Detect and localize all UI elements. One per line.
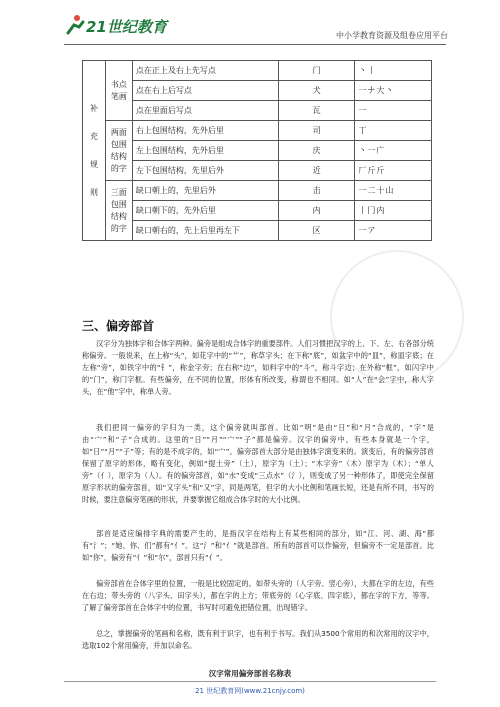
group-label: 两面包围结构的字	[105, 121, 132, 181]
paragraph-1: 汉字分为独体字和合体字两种。偏旁是组成合体字的重要部件。人们习惯把汉字的上、下、左、右各部分统称偏旁。一般说来，在上称“头”，如花字中的“艹”，称草字头；在下称“底”，如盆字中的“皿”，称皿字底；在左称“旁”，如铁字中的“钅”，称金字旁；在右称“边”，如料字中的“斗”，称斗字边；在外称“框”，如闪字中的“门”，称门字框。有些偏旁，在不同的位置，形体有所改变，称谓也不相同。如“人”在“会”字中，称人字头，在“他”字中，称单人旁。	[82, 339, 434, 396]
paragraph-3: 部首是适应编排字典的需要产生的，是指汉字在结构上有某些相同的部分，如“江、河、湖、海”都有“氵”；“她、你、们”都有“亻”。这“氵”和“亻”就是部首。所有的部首可以作偏旁，但偏旁不一定是部首。比如“你”，偏旁有“亻”和“尔”，部首只有“亻”。	[82, 529, 434, 562]
site-logo	[64, 14, 184, 38]
rule-text: 点在里面后写点	[132, 101, 278, 121]
platform-name: 中小学教育资源及组卷应用平台	[336, 31, 448, 40]
category-char: 充	[89, 131, 98, 141]
stroke-order: 一ナ大丶	[355, 81, 432, 101]
example-char: 庆	[278, 141, 355, 161]
example-char: 区	[278, 221, 355, 241]
rule-text: 左上包围结构，先外后里	[132, 141, 278, 161]
example-char: 近	[278, 161, 355, 181]
rule-text: 右上包围结构，先外后里	[132, 121, 278, 141]
stroke-order: 一	[355, 101, 432, 121]
category-char: 补	[89, 103, 98, 113]
example-char: 击	[278, 181, 355, 201]
runner-logo-icon	[64, 14, 86, 36]
rule-text: 点在右上后写点	[132, 81, 278, 101]
rule-row	[83, 101, 432, 121]
rule-text: 缺口朝右的，先上后里再左下	[132, 221, 278, 241]
section-title: 三、偏旁部首	[82, 319, 155, 333]
rule-row	[83, 121, 432, 141]
rule-text: 左下包围结构，先里后外	[132, 161, 278, 181]
footer-divider	[64, 681, 436, 682]
rule-row	[83, 81, 432, 101]
stroke-order: 丨冂内	[355, 201, 432, 221]
rule-row	[83, 161, 432, 181]
stroke-order: 一ア	[355, 221, 432, 241]
stroke-order: 一二十山	[355, 181, 432, 201]
group-label: 三面包围结构的字	[105, 181, 132, 241]
category-cell	[83, 61, 106, 241]
group-label: 书点笔画	[105, 61, 132, 121]
footer-link[interactable]: 21 世纪教育网(www.21cnjy.com)	[195, 687, 305, 695]
logo-text: 21世纪教育	[86, 18, 167, 36]
paragraph-2: 我们把同一偏旁的字归为一类，这个偏旁就叫部首。比如“明”是由“日”和“月”合成的，“字”是由“宀”和“子”合成的。这里的“日”“月”“宀”“子”都是偏旁。汉字的偏旁中，有些本身就是一个字，如“日”“月”“子”等；有的是不成字的，如“宀”。偏旁部首大部分是由独体字演变来的。演变后，有的偏旁部首保留了原字的形体，略有变化，例如“提土旁”（土），原字为（土）；“木字旁”（木）原字为（木）；“单人旁”（亻），原字为（人）。有的偏旁部首，如“水”变成“三点水”（氵），则变成了另一种形体了，即使完全保留原字形状的偏旁部首，如“又字头”和“又”字，同是两笔，但字的大小比例和笔画长短，还是有所不同，书写的时候，要注意偏旁笔画的形状，并要掌握它组成合体字时的大小比例。	[82, 423, 434, 504]
rule-row	[83, 221, 432, 241]
example-char: 瓦	[278, 101, 355, 121]
page-header	[0, 0, 500, 50]
rule-text: 缺口朝上的，先里后外	[132, 181, 278, 201]
stroke-order: 厂斤斤	[355, 161, 432, 181]
header-divider	[64, 44, 446, 45]
category-char: 规	[89, 159, 98, 169]
rule-text: 点在正上及右上先写点	[132, 61, 278, 81]
rule-row	[83, 201, 432, 221]
table-caption: 汉字常用偏旁部首名称表	[208, 669, 292, 678]
rule-row	[83, 141, 432, 161]
stroke-order-rules-table	[82, 60, 432, 241]
example-char: 门	[278, 61, 355, 81]
rule-row	[83, 181, 432, 201]
example-char: 内	[278, 201, 355, 221]
paragraph-5: 总之，掌握偏旁的笔画和名称，既有利于识字，也有利于书写。我们从3500个常用的和次常用的汉字中，选取102个常用偏旁，并加以命名。	[82, 629, 434, 650]
stroke-order: 丶一广	[355, 141, 432, 161]
stroke-order: 丶丨	[355, 61, 432, 81]
category-char: 则	[89, 187, 98, 197]
example-char: 犬	[278, 81, 355, 101]
stroke-order: 丁	[355, 121, 432, 141]
rule-row	[83, 61, 432, 81]
example-char: 司	[278, 121, 355, 141]
rule-text: 缺口朝下的，先外后里	[132, 201, 278, 221]
paragraph-4: 偏旁部首在合体字里的位置，一般是比较固定的。如带头旁的（人字旁、竖心旁），大都在字的左边，有些在右边；带头旁的（八字头、田字头），都在字的上方；带底旁的（心字底、四字底），都在字的下方，等等。了解了偏旁部首在合体字中的位置，书写时可避免把错位置，出现错字。	[82, 579, 434, 612]
